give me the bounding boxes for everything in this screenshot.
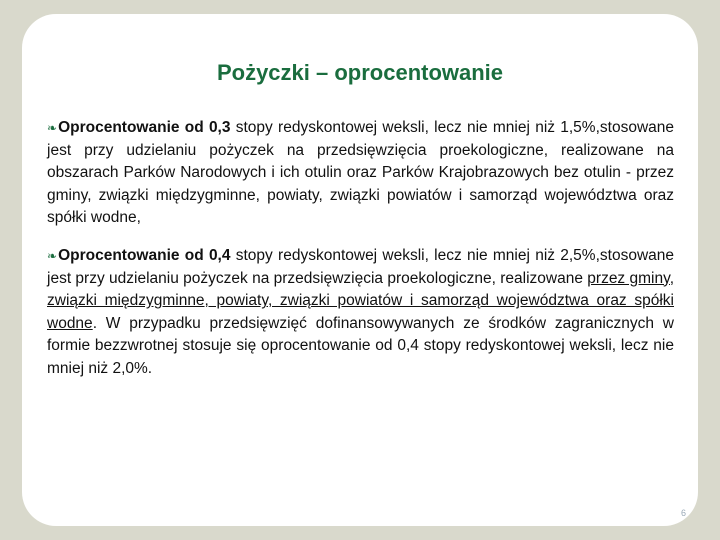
paragraph-2 [47,245,674,381]
leaf-bullet-icon: ❧ [47,121,58,135]
paragraph-2-text: stopy redyskontowej weksli, lecz nie mniej niż 2,5%,stosowane jest przy udzielaniu pożyczek na przedsięwzięcia proekologiczne, realizowane [47,246,674,287]
paragraph-1-text: stopy redyskontowej weksli, lecz nie mniej niż 1,5%,stosowane jest przy udzielaniu pożyczek na przedsięwzięcia proekologiczne, realizowane na obszarach Parków Narodowych i ich otulin oraz Parków Krajobrazowych bez otulin - przez gminy, związki międzygminne, powiaty, związki powiatów i samorząd województwa oraz spółki wodne, [47,119,674,227]
slide-content [47,117,674,381]
paragraph-2-text-after: . W przypadku przedsięwzięć dofinansowywanych ze środków zagranicznych w formie bezzwrotnej stosuje się oprocentowanie od 0,4 stopy redyskontowej weksli, lecz nie mniej niż 2,0%. [47,314,674,377]
paragraph-2-lead: Oprocentowanie od 0,4 [58,246,231,264]
paragraph-1 [47,117,674,230]
paragraph-2-underlined: przez gminy, związki międzygminne, powiaty, związki powiatów i samorząd województwa oraz spółki wodne [47,269,675,332]
leaf-bullet-icon: ❧ [47,248,58,263]
page-number: 6 [680,508,686,518]
paragraph-1-lead: Oprocentowanie od 0,3 [58,119,231,136]
slide-card [22,14,698,526]
slide-title: Pożyczki – oprocentowanie [216,60,504,85]
